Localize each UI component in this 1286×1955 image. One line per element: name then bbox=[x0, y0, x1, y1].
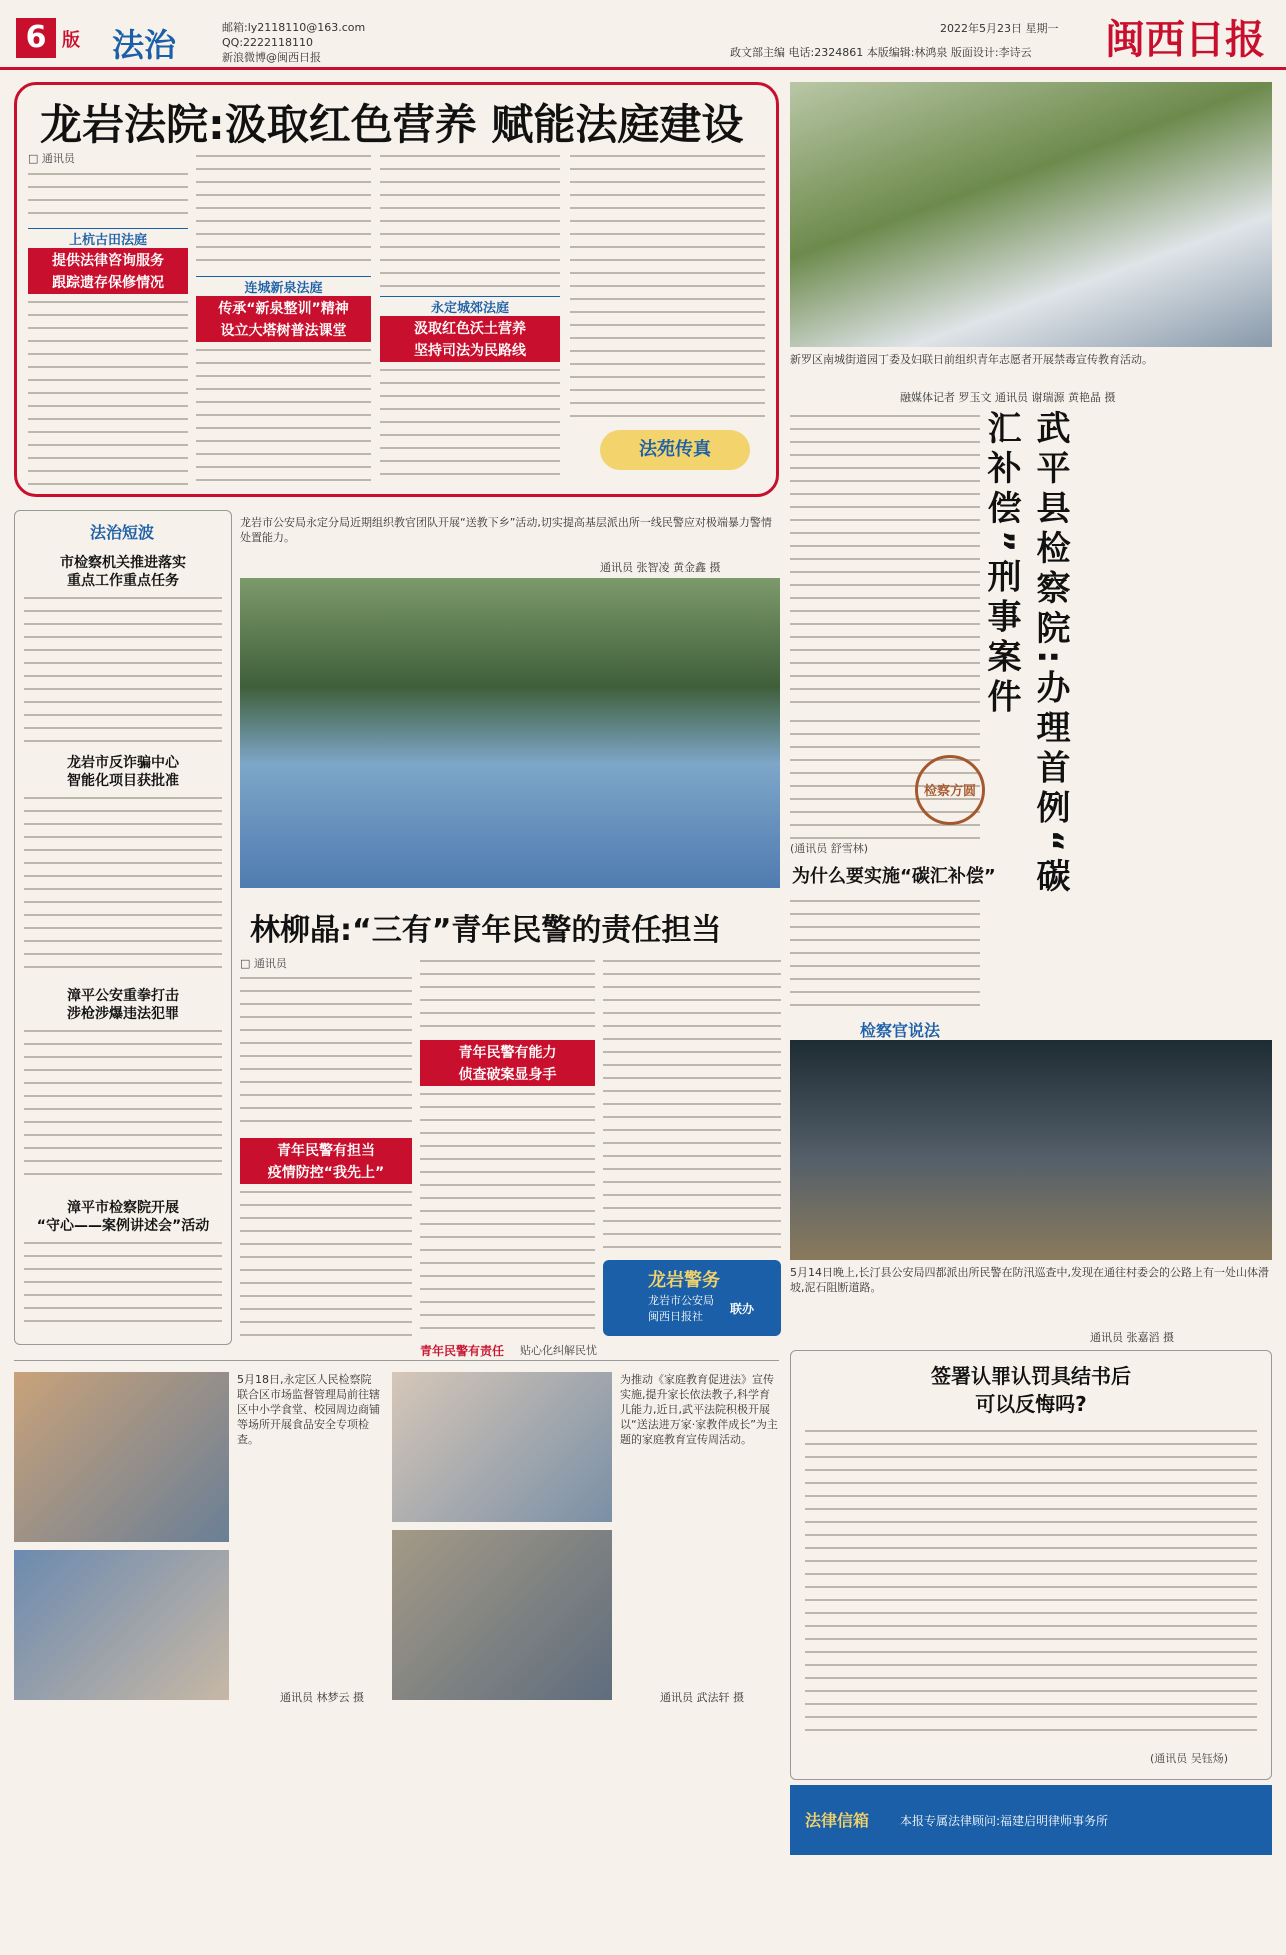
lead-article-title: 龙岩法院:汲取红色营养 赋能法庭建设 bbox=[40, 100, 744, 149]
landslide-photo bbox=[790, 1040, 1272, 1260]
antidrug-caption: 新罗区南城街道园丁委及妇联日前组织青年志愿者开展禁毒宣传教育活动。 bbox=[790, 353, 1153, 366]
family-education-caption: 为推动《家庭教育促进法》宣传实施,提升家长依法教子,科学育儿能力,近日,武平法院积极开展以“送法进万家·家教伴成长”为主题的家庭教育宣传周活动。 bbox=[620, 1373, 778, 1446]
food-inspection-photo-2 bbox=[14, 1550, 229, 1700]
fayuan-stamp-label: 法苑传真 bbox=[639, 439, 711, 460]
family-education-photo-2 bbox=[392, 1530, 612, 1700]
legal-mailbox-text: 本报专属法律顾问:福建启明律师事务所 bbox=[900, 1814, 1109, 1828]
why-title: 为什么要实施“碳汇补偿” bbox=[792, 866, 996, 887]
food-inspection-credit: 通讯员 林梦云 摄 bbox=[280, 1691, 364, 1704]
newspaper-masthead: 闽西日报 bbox=[1105, 16, 1265, 63]
lead-sub1b: 跟踪遗存保修情况 bbox=[28, 270, 188, 294]
brief-3-title: 漳平公安重拳打击 bbox=[67, 988, 179, 1004]
feature-sub2b: 侦查破案显身手 bbox=[420, 1062, 595, 1086]
police-training-photo bbox=[240, 578, 780, 888]
police-badge-sub: 龙岩市公安局 bbox=[648, 1294, 714, 1307]
why-body bbox=[790, 895, 980, 1010]
lead-sub1: 提供法律咨询服务 bbox=[28, 248, 188, 272]
lead-sub2: 传承“新泉整训”精神 bbox=[196, 296, 371, 320]
brief-4-title2: “守心——案例讲述会”活动 bbox=[36, 1218, 210, 1234]
brief-1-body bbox=[24, 592, 222, 742]
lead-col-2 bbox=[196, 150, 371, 270]
lead-byline: □ 通讯员 bbox=[28, 152, 75, 165]
lead-sub3-tag: 永定城郊法庭 bbox=[380, 296, 560, 317]
lead-col-3b bbox=[380, 364, 560, 486]
feature-col-3 bbox=[603, 955, 781, 1255]
why-label: 检察官说法 bbox=[860, 1021, 941, 1040]
brief-4-title: 漳平市检察院开展 bbox=[67, 1200, 179, 1216]
antidrug-photo bbox=[790, 82, 1272, 347]
qa-body bbox=[805, 1425, 1257, 1740]
side-story-col-1 bbox=[790, 410, 980, 710]
police-badge-sub2: 闽西日报社 bbox=[648, 1310, 703, 1323]
feature-sub1b: 疫情防控“我先上” bbox=[240, 1160, 412, 1184]
feature-col-1 bbox=[240, 972, 412, 1132]
lead-col-1b bbox=[28, 296, 188, 486]
feature-sub3b: 贴心化纠解民忧 bbox=[520, 1344, 597, 1357]
lead-col-2b bbox=[196, 344, 371, 486]
section-title: 法治 bbox=[112, 26, 177, 64]
contact-qq: QQ:2222118110 bbox=[222, 36, 314, 49]
antidrug-credit: 融媒体记者 罗玉文 通讯员 谢瑞源 黄艳晶 摄 bbox=[900, 391, 1116, 404]
contact-email: 邮箱:ly2118110@163.com bbox=[222, 21, 366, 34]
lead-sub3: 汲取红色沃土营养 bbox=[380, 316, 560, 340]
qa-title-2: 可以反悔吗? bbox=[975, 1392, 1087, 1416]
feature-sub3: 青年民警有责任 bbox=[420, 1344, 505, 1358]
brief-1-title: 市检察机关推进落实 bbox=[60, 555, 186, 571]
feature-byline: □ 通讯员 bbox=[240, 957, 287, 970]
contact-info bbox=[222, 20, 365, 65]
qa-byline: (通讯员 吴钰炀) bbox=[1150, 1752, 1229, 1765]
brief-3-title2: 涉枪涉爆违法犯罪 bbox=[67, 1006, 179, 1022]
feature-sub2: 青年民警有能力 bbox=[420, 1040, 595, 1064]
feature-sub1: 青年民警有担当 bbox=[240, 1138, 412, 1162]
editors-line: 政文部主编 电话:2324861 本版编辑:林鸿泉 版面设计:李诗云 bbox=[730, 46, 1032, 59]
brief-2-title: 龙岩市反诈骗中心 bbox=[67, 755, 179, 771]
brief-2-title2: 智能化项目获批准 bbox=[67, 773, 179, 789]
lead-col-1 bbox=[28, 168, 188, 223]
lead-sub2-tag: 连城新泉法庭 bbox=[196, 276, 371, 297]
feature-col-2 bbox=[420, 955, 595, 1035]
family-education-credit: 通讯员 武法轩 摄 bbox=[660, 1691, 744, 1704]
edition-label: 版 bbox=[62, 30, 80, 51]
fayuan-stamp bbox=[600, 430, 750, 470]
brief-2-body bbox=[24, 792, 222, 972]
landslide-credit: 通讯员 张嘉滔 摄 bbox=[1090, 1331, 1174, 1344]
side-story-byline: (通讯员 舒雪林) bbox=[790, 842, 869, 855]
feature-title: 林柳晶:“三有”青年民警的责任担当 bbox=[250, 913, 722, 948]
issue-date: 2022年5月23日 星期一 bbox=[940, 22, 1059, 35]
lead-sub2b: 设立大塔树普法课堂 bbox=[196, 318, 371, 342]
lead-col-3 bbox=[380, 150, 560, 290]
lead-sub1-tag: 上杭古田法庭 bbox=[28, 228, 188, 249]
brief-3-body bbox=[24, 1025, 222, 1185]
training-credit: 通讯员 张智凌 黄金鑫 摄 bbox=[600, 561, 721, 574]
police-badge-end: 联办 bbox=[730, 1302, 755, 1316]
qa-title: 签署认罪认罚具结书后 bbox=[931, 1364, 1131, 1388]
brief-label: 法治短波 bbox=[90, 523, 155, 542]
page-number: 6 bbox=[16, 18, 56, 58]
bottom-divider bbox=[14, 1360, 779, 1361]
police-badge-title: 龙岩警务 bbox=[648, 1270, 720, 1291]
jiancha-stamp-label: 检察方圆 bbox=[923, 784, 976, 799]
jiancha-stamp bbox=[915, 755, 985, 825]
food-inspection-caption: 5月18日,永定区人民检察院联合区市场监督管理局前往辖区中小学食堂、校园周边商铺等场所开展食品安全专项检查。 bbox=[237, 1373, 380, 1446]
lead-col-4 bbox=[570, 150, 765, 420]
contact-weibo: 新浪微博@闽西日报 bbox=[222, 51, 321, 64]
feature-col-1b bbox=[240, 1186, 412, 1336]
side-story-title: 武平县检察院:办理首例“碳汇补偿”刑事案件 bbox=[981, 410, 1070, 898]
page-header bbox=[0, 0, 1286, 70]
landslide-caption: 5月14日晚上,长汀县公安局四都派出所民警在防汛巡查中,发现在通往村委会的公路上有一处山体滑坡,泥石阻断道路。 bbox=[790, 1266, 1269, 1294]
lead-sub3b: 坚持司法为民路线 bbox=[380, 338, 560, 362]
legal-mailbox-label: 法律信箱 bbox=[805, 1811, 870, 1830]
feature-col-2b bbox=[420, 1088, 595, 1336]
brief-4-body bbox=[24, 1237, 222, 1332]
family-education-photo-1 bbox=[392, 1372, 612, 1522]
food-inspection-photo-1 bbox=[14, 1372, 229, 1542]
brief-1-title2: 重点工作重点任务 bbox=[67, 573, 179, 589]
training-caption: 龙岩市公安局永定分局近期组织教官团队开展“送教下乡”活动,切实提高基层派出所一线民警应对极端暴力警情处置能力。 bbox=[240, 516, 772, 544]
